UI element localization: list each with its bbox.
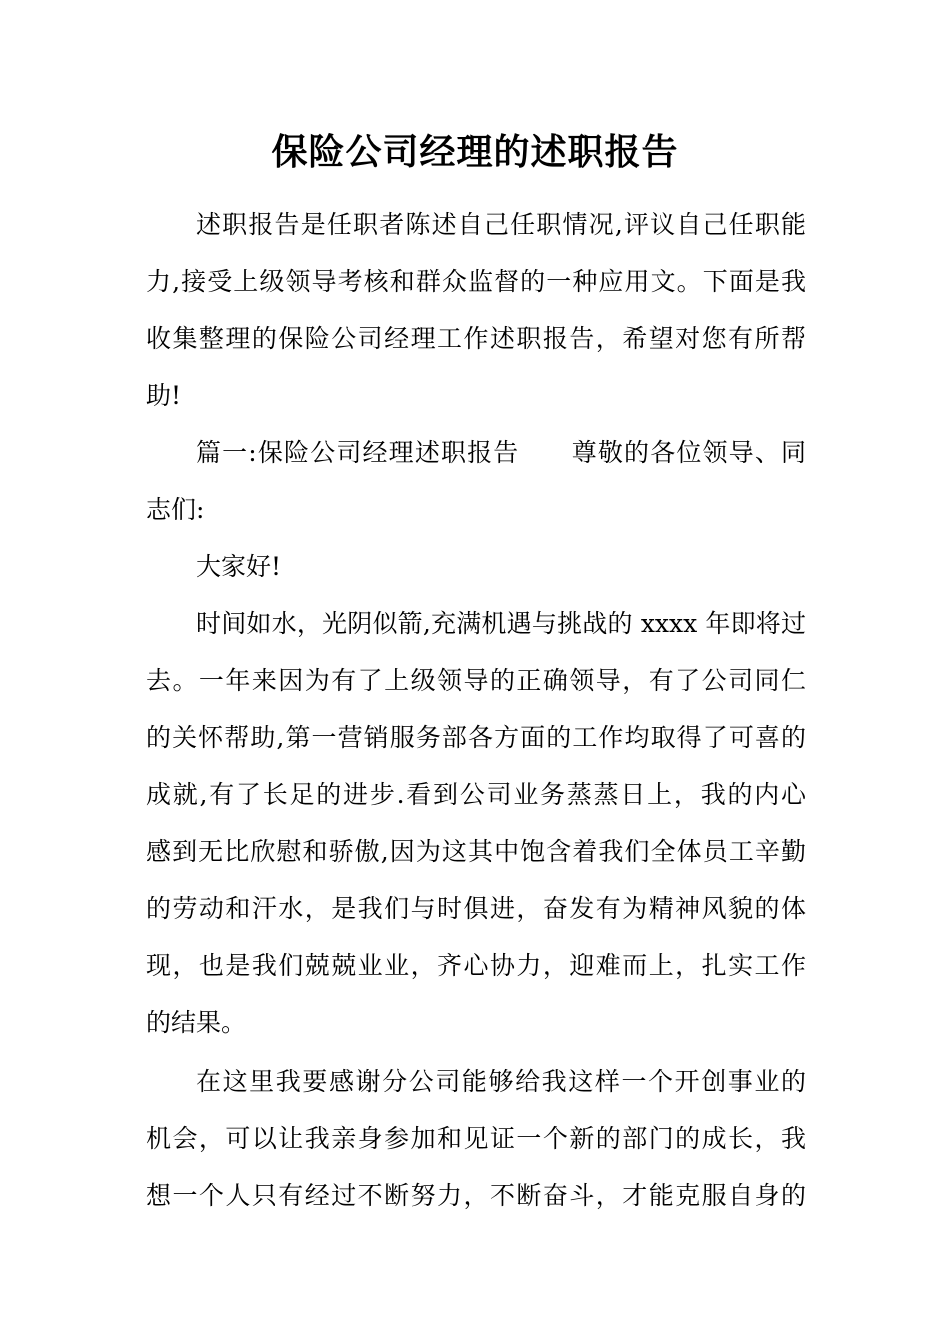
document-title: 保险公司经理的述职报告 xyxy=(271,131,679,173)
paragraph-line: 想一个人只有经过不断努力，不断奋斗，才能克服自身的 xyxy=(146,1181,806,1210)
paragraph-line: 的关怀帮助,第一营销服务部各方面的工作均取得了可喜的 xyxy=(146,723,806,752)
paragraph-line: 时间如水，光阴似箭,充满机遇与挑战的 xxxx 年即将过 xyxy=(196,609,806,638)
paragraph-line: 志们: xyxy=(146,495,205,524)
paragraph-line: 的结果。 xyxy=(146,1008,247,1037)
paragraph-line: 大家好! xyxy=(196,552,282,581)
paragraph-line: 成就,有了长足的进步.看到公司业务蒸蒸日上，我的内心 xyxy=(146,780,806,809)
paragraph-line: 去。一年来因为有了上级领导的正确领导，有了公司同仁 xyxy=(146,666,806,695)
paragraph-line: 在这里我要感谢分公司能够给我这样一个开创事业的 xyxy=(196,1067,806,1096)
paragraph-line: 现，也是我们兢兢业业，齐心协力，迎难而上，扎实工作 xyxy=(146,951,806,980)
paragraph-line: 的劳动和汗水，是我们与时俱进，奋发有为精神风貌的体 xyxy=(146,894,806,923)
paragraph-line: 感到无比欣慰和骄傲,因为这其中饱含着我们全体员工辛勤 xyxy=(146,837,806,866)
paragraph-line: 助! xyxy=(146,381,182,410)
paragraph-line: 篇一:保险公司经理述职报告 尊敬的各位领导、同 xyxy=(196,438,806,467)
paragraph-line: 力,接受上级领导考核和群众监督的一种应用文。下面是我 xyxy=(146,267,806,296)
paragraph-line: 收集整理的保险公司经理工作述职报告，希望对您有所帮 xyxy=(146,324,806,353)
paragraph-line: 述职报告是任职者陈述自己任职情况,评议自己任职能 xyxy=(196,210,806,239)
paragraph-line: 机会，可以让我亲身参加和见证一个新的部门的成长，我 xyxy=(146,1124,806,1153)
